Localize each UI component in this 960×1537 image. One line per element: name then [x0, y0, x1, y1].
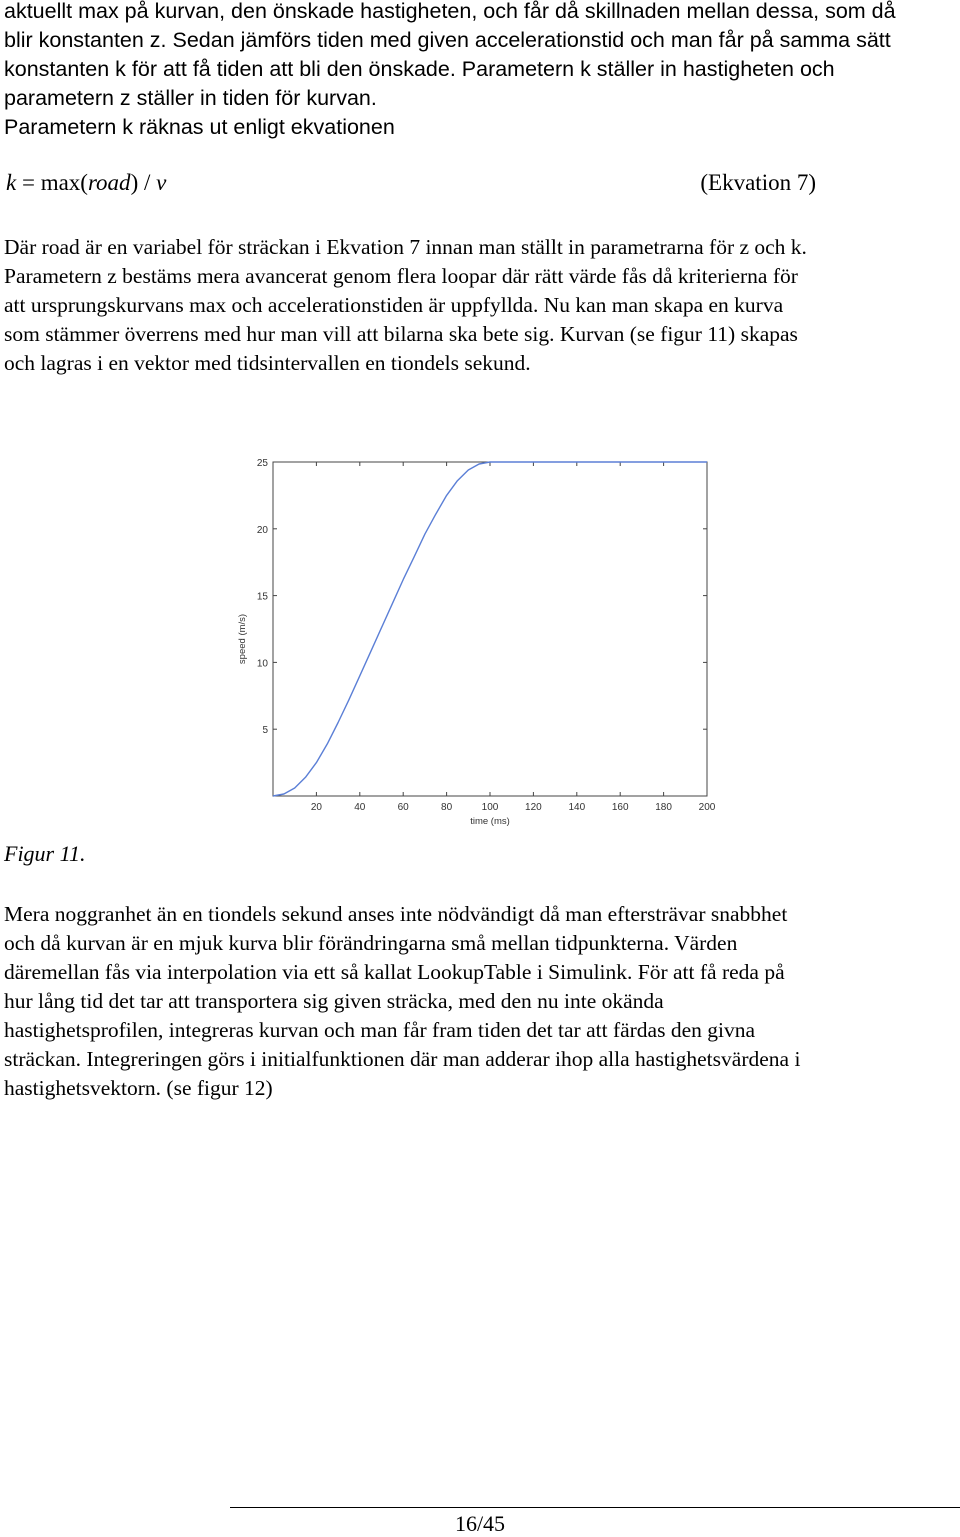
equation-label: (Ekvation 7)	[700, 170, 816, 195]
y-tick-label: 25	[256, 458, 268, 469]
equation-lhs: k	[6, 170, 17, 195]
text-line: Parametern k räknas ut enligt ekvationen	[4, 115, 395, 139]
chart-canvas	[225, 450, 725, 830]
x-tick-label: 20	[310, 802, 322, 813]
x-tick-label: 200	[698, 802, 716, 813]
equation	[6, 170, 816, 200]
equation-formula	[6, 170, 166, 196]
text-line: Där road är en variabel för sträckan i Ekvation 7 innan man ställt in parametrarna för z och k.	[4, 235, 807, 259]
bottom-paragraph	[4, 900, 956, 1103]
text-line: och då kurvan är en mjuk kurva blir förändringarna små mellan tidpunkterna. Värden	[4, 931, 738, 955]
text-line: att ursprungskurvans max och accelerationstiden är uppfyllda. Nu kan man skapa en kurva	[4, 293, 784, 317]
y-axis-label: speed (m/s)	[237, 613, 248, 665]
text-line: Parametern z bestäms mera avancerat genom flera loopar där rätt värde fås då kriterierna för	[4, 264, 798, 288]
top-paragraph	[4, 0, 956, 142]
x-tick-label: 120	[525, 802, 542, 813]
page-number: 16/45	[454, 1511, 506, 1536]
x-tick-label: 180	[655, 802, 672, 813]
middle-paragraph	[4, 233, 956, 378]
y-tick-label: 20	[256, 524, 268, 536]
equation-arg: road	[87, 170, 131, 195]
x-axis-label: time (ms)	[470, 816, 510, 827]
y-tick-label: 10	[256, 658, 268, 670]
text-line: aktuellt max på kurvan, den önskade hastigheten, och får då skillnaden mellan dessa, som då	[4, 0, 896, 23]
equation-eq: = max(	[16, 170, 88, 195]
text-line: och lagras i en vektor med tidsintervallen en tiondels sekund.	[4, 351, 531, 375]
equation-close: ) /	[130, 170, 157, 195]
y-tick-label: 15	[256, 591, 268, 603]
x-tick-label: 160	[611, 802, 629, 813]
text-line: däremellan fås via interpolation via ett så kallat LookupTable i Simulink. För att få reda på	[4, 960, 785, 984]
text-line: sträckan. Integreringen görs i initialfunktionen där man adderar ihop alla hastighetsvärdena i	[4, 1047, 801, 1071]
x-tick-label: 60	[397, 802, 409, 813]
x-tick-label: 140	[568, 802, 586, 813]
text-line: parametern z ställer in tiden för kurvan.	[4, 86, 377, 110]
text-line: Mera noggranhet än en tiondels sekund anses inte nödvändigt då man eftersträvar snabbhet	[4, 902, 788, 926]
plot-area	[273, 462, 707, 796]
y-tick-label: 5	[262, 725, 268, 737]
figure-caption: Figur 11.	[4, 841, 86, 866]
text-line: som stämmer överrens med hur man vill att bilarna ska bete sig. Kurvan (se figur 11) skapas	[4, 322, 798, 346]
text-line: blir konstanten z. Sedan jämförs tiden med given accelerationstid och man får på samma sätt	[4, 28, 891, 52]
text-line: hur lång tid det tar att transportera sig given sträcka, med den nu inte okända	[4, 989, 664, 1013]
equation-rhs: v	[156, 170, 167, 195]
text-line: hastighetsprofilen, integreras kurvan och man får fram tiden det tar att färdas den givna	[4, 1018, 756, 1042]
text-line: hastighetsvektorn. (se figur 12)	[4, 1076, 273, 1100]
speed-time-chart	[225, 450, 725, 830]
x-tick-label: 100	[481, 802, 499, 813]
text-line: konstanten k för att få tiden att bli den önskade. Parametern k ställer in hastigheten och	[4, 57, 835, 81]
footer-divider	[230, 1507, 960, 1508]
x-tick-label: 40	[354, 802, 366, 813]
x-tick-label: 80	[441, 802, 453, 813]
